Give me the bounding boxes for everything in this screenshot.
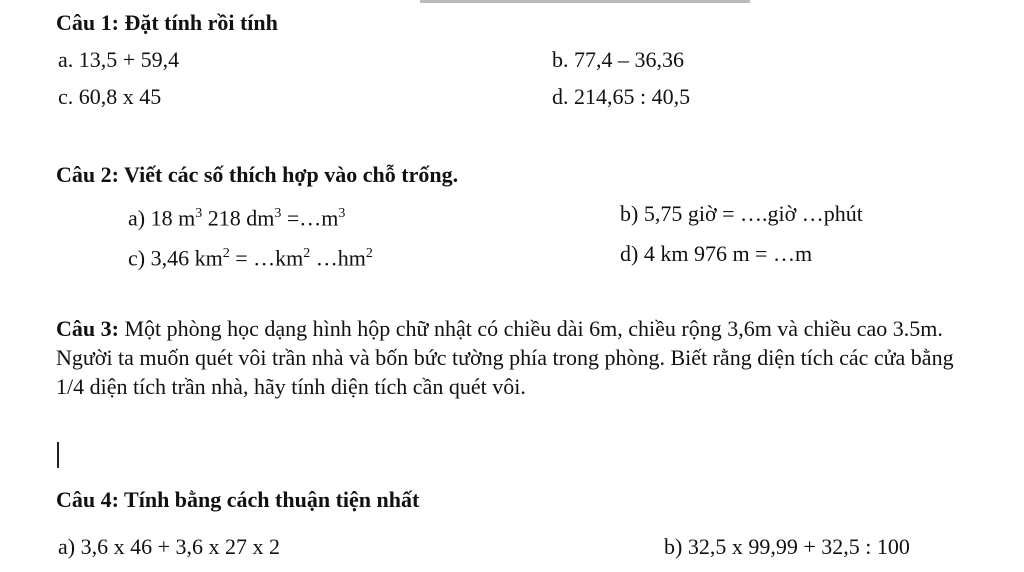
- question-2-item-d: d) 4 km 976 m = …m: [620, 241, 813, 266]
- question-4-item-b: b) 32,5 x 99,99 + 32,5 : 100: [664, 534, 910, 559]
- question-1-item-b: b. 77,4 – 36,36: [552, 47, 684, 72]
- question-2-heading: Câu 2: Viết các số thích hợp vào chỗ trống.: [56, 162, 459, 187]
- question-1-heading: Câu 1: Đặt tính rồi tính: [56, 10, 278, 35]
- text-cursor[interactable]: [57, 442, 59, 468]
- question-4-item-a: a) 3,6 x 46 + 3,6 x 27 x 2: [58, 534, 280, 559]
- question-2-item-b: b) 5,75 giờ = ….giờ …phút: [620, 201, 863, 226]
- cropped-top-text-fragment: [420, 0, 750, 3]
- question-3-paragraph: [56, 314, 956, 401]
- question-2-item-c: c) 3,46 $km^2$ = $\dots km^2$ $\dots hm^2$: [128, 245, 373, 271]
- question-1-item-c: c. 60,8 x 45: [58, 84, 162, 109]
- question-3-label: Câu 3:: [56, 316, 119, 341]
- question-4-heading: Câu 4: Tính bằng cách thuận tiện nhất: [56, 487, 420, 512]
- question-1-item-a: a. 13,5 + 59,4: [58, 47, 180, 72]
- question-3-text: Một phòng học dạng hình hộp chữ nhật có chiều dài 6m, chiều rộng 3,6m và chiều cao 3.5m. Người ta muốn quét vôi trần nhà và bốn bức tường phía trong phòng. Biết rằng diện tích các cửa bằng 1/4 diện tích trần nhà, hãy tính diện tích cần quét vôi.: [56, 316, 954, 399]
- question-1-item-d: d. 214,65 : 40,5: [552, 84, 691, 109]
- question-2-item-a: a) 18 $m^3$ 218 $dm^3$ $=\dots m^3$: [128, 205, 346, 231]
